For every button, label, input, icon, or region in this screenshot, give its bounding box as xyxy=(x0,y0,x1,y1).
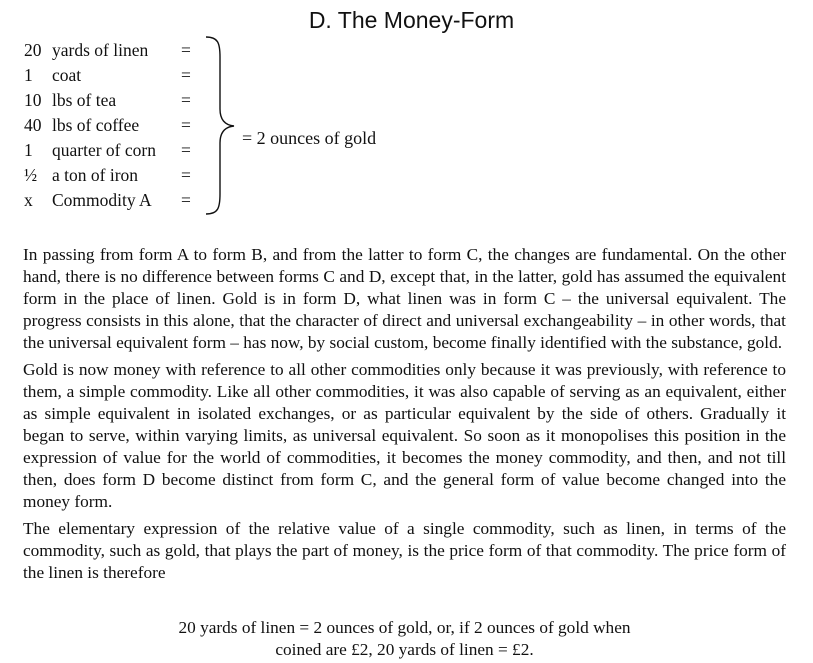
body-text xyxy=(23,244,786,589)
equation-commodity: lbs of tea xyxy=(52,90,117,110)
equation-commodity: lbs of coffee xyxy=(52,115,140,135)
paragraph: In passing from form A to form B, and from the latter to form C, the changes are fundamental. On the other hand, there is no difference between forms C and D, except that, in the latter, gold has assumed the equivalent form in the place of linen. Gold is in form D, what linen was in form C – the universal equivalent. The progress consists in this alone, that the character of direct and universal exchangeability – in other words, that the universal equivalent form – has now, by social custom, become finally identified with the substance, gold. xyxy=(23,245,786,352)
equation-commodity: a ton of iron xyxy=(52,165,139,185)
equation-quantity: x xyxy=(24,190,33,210)
formula-line: coined are £2, 20 yards of linen = £2. xyxy=(275,640,534,659)
equation-quantity: 20 xyxy=(24,40,42,60)
formula-line: 20 yards of linen = 2 ounces of gold, or, if 2 ounces of gold when xyxy=(178,618,631,637)
equivalence-result: = 2 ounces of gold xyxy=(242,128,377,148)
equals-sign: = xyxy=(181,115,191,135)
equals-sign: = xyxy=(181,65,191,85)
paragraph: The elementary expression of the relative value of a single commodity, such as linen, in terms of the commodity, such as gold, that plays the part of money, is the price form of that commodity. The price form of the linen is therefore xyxy=(23,519,786,582)
equals-sign: = xyxy=(181,40,191,60)
equation-commodity: quarter of corn xyxy=(52,140,156,160)
equation-quantity: 10 xyxy=(24,90,42,110)
equals-sign: = xyxy=(181,90,191,110)
curly-brace xyxy=(200,33,240,218)
price-formula xyxy=(23,617,786,661)
equivalence-table xyxy=(0,0,813,230)
equals-sign: = xyxy=(181,140,191,160)
equation-quantity: 40 xyxy=(24,115,42,135)
equation-quantity: ½ xyxy=(24,165,38,185)
equation-commodity: coat xyxy=(52,65,82,85)
equation-commodity: Commodity A xyxy=(52,190,152,210)
paragraph: Gold is now money with reference to all other commodities only because it was previously, with reference to them, a simple commodity. Like all other commodities, it was also capable of serving as an equivalent, either as simple equivalent in isolated exchanges, or as particular equivalent by the side of others. Gradually it began to serve, within varying limits, as universal equivalent. So soon as it monopolises this position in the expression of value for the world of commodities, it becomes the money commodity, and then, and not till then, does form D become distinct from form C, and the general form of value become changed into the money form. xyxy=(23,360,786,511)
equation-commodity: yards of linen xyxy=(52,40,149,60)
equals-sign: = xyxy=(181,190,191,210)
equals-sign: = xyxy=(181,165,191,185)
equation-quantity: 1 xyxy=(24,140,33,160)
section-heading: D. The Money-Form xyxy=(308,7,515,33)
equation-quantity: 1 xyxy=(24,65,33,85)
